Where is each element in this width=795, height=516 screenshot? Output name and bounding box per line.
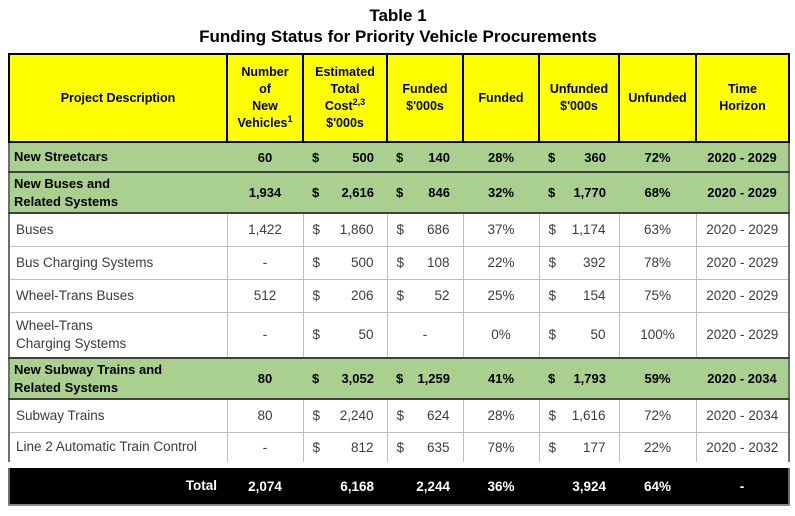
amount: 50 <box>590 327 606 343</box>
funded-amount-cell <box>387 465 463 505</box>
dollar-sign: $ <box>396 439 405 455</box>
project-description-cell <box>9 172 227 213</box>
time-horizon-cell: 2020 - 2029 <box>696 246 789 279</box>
project-description-cell <box>9 213 227 246</box>
project-description-cell <box>9 358 227 399</box>
amount: 846 <box>428 185 450 200</box>
time-horizon-cell: 2020 - 2034 <box>696 399 789 432</box>
column-header-estimated-total-cost <box>303 54 387 142</box>
time-horizon-cell: 2020 - 2029 <box>696 312 789 358</box>
header-line: of <box>259 82 271 96</box>
money-value <box>388 288 463 303</box>
funded-amount-cell <box>387 172 463 213</box>
amount: 3,052 <box>341 371 374 386</box>
project-description-line: Buses <box>16 221 54 237</box>
money-value <box>539 185 619 200</box>
funded-percent-cell: 25% <box>463 279 539 312</box>
project-description-line: Line 2 Automatic Train Control <box>16 439 197 455</box>
column-header-unfunded-pct <box>619 54 696 142</box>
money-value <box>387 185 463 200</box>
header-line: Horizon <box>719 99 766 113</box>
dollar-sign: $ <box>548 288 557 303</box>
project-description-cell <box>9 246 227 279</box>
table-row-new-subway-trains-and <box>9 358 789 399</box>
column-header-unfunded-000s <box>539 54 619 142</box>
money-value <box>304 222 387 237</box>
amount: 392 <box>582 255 606 270</box>
estimated-cost-cell <box>303 279 387 312</box>
header-line: $'000s <box>406 99 444 113</box>
project-description-cell <box>9 399 227 432</box>
header-line: Time <box>728 82 757 96</box>
table-number-title: Table 1 <box>369 6 427 25</box>
unfunded-amount-cell <box>539 279 619 312</box>
project-description-line: New Subway Trains and <box>14 361 163 377</box>
header-line: $'000s <box>560 99 598 113</box>
vehicles-count-cell: 60 <box>227 142 303 172</box>
amount: 1,174 <box>571 222 606 238</box>
time-horizon-cell: 2020 - 2029 <box>696 213 789 246</box>
time-horizon-cell: 2020 - 2029 <box>696 142 789 172</box>
amount: 500 <box>350 255 374 270</box>
unfunded-percent-cell: 68% <box>619 172 696 213</box>
project-description-line: New Streetcars <box>14 149 108 164</box>
vehicles-count-cell: - <box>227 246 303 279</box>
unfunded-amount-cell <box>539 213 619 246</box>
header-line: Cost$^{2,3}$ <box>324 96 366 113</box>
unfunded-amount-cell <box>539 172 619 213</box>
amount: 177 <box>582 439 606 455</box>
dollar-sign: $ <box>548 149 556 165</box>
amount: 1,860 <box>339 222 374 238</box>
funded-amount-cell <box>387 142 463 172</box>
project-description-line: Subway Trains <box>16 407 105 423</box>
unfunded-amount-cell <box>539 399 619 432</box>
funded-percent-cell: 37% <box>463 213 539 246</box>
money-value <box>388 440 463 455</box>
funded-percent-cell: 36% <box>463 465 539 505</box>
money-value <box>387 479 463 494</box>
unfunded-percent-cell: 75% <box>619 279 696 312</box>
money-value <box>540 255 619 270</box>
table-row-new-streetcars <box>9 142 789 172</box>
time-horizon-cell: 2020 - 2029 <box>696 172 789 213</box>
table-main-title: Funding Status for Priority Vehicle Procurements <box>199 27 597 46</box>
column-header-number-of-new-vehicles <box>227 54 303 142</box>
vehicles-count-cell: 80 <box>227 358 303 399</box>
money-value <box>540 440 619 455</box>
header-line: New <box>252 99 278 113</box>
table-row-wheel-trans-buses <box>9 279 789 312</box>
dollar-sign: $ <box>312 149 320 165</box>
dollar-sign: $ <box>312 439 321 455</box>
funded-percent-cell: 32% <box>463 172 539 213</box>
dollar-sign: $ <box>312 288 321 303</box>
money-value <box>304 408 387 423</box>
vehicles-count-cell: - <box>227 432 303 465</box>
header-line: Total <box>330 82 360 96</box>
funded-amount-cell <box>387 213 463 246</box>
funded-amount-cell <box>387 358 463 399</box>
money-value <box>387 150 463 165</box>
vehicles-count-cell: 512 <box>227 279 303 312</box>
dollar-sign: $ <box>396 255 405 270</box>
header-line: Vehicles$^1$ <box>237 113 293 130</box>
amount: 2,240 <box>339 408 374 424</box>
estimated-cost-cell <box>303 465 387 505</box>
table-row-line-2-automatic-train-control <box>9 432 789 465</box>
header-line: Unfunded <box>549 82 609 96</box>
amount: 1,793 <box>573 371 606 386</box>
vehicles-count-cell: 1,422 <box>227 213 303 246</box>
project-description-line: Charging Systems <box>16 335 127 351</box>
column-header-project-description <box>9 54 227 142</box>
funded-amount-cell <box>387 279 463 312</box>
estimated-cost-cell <box>303 432 387 465</box>
funded-percent-cell: 22% <box>463 246 539 279</box>
unfunded-percent-cell: 78% <box>619 246 696 279</box>
amount: 360 <box>584 149 606 165</box>
vehicles-count-cell: 2,074 <box>227 465 303 505</box>
dollar-sign: $ <box>548 408 557 424</box>
money-value <box>304 327 387 342</box>
dollar-sign: $ <box>312 185 320 200</box>
dollar-sign: $ <box>548 185 556 200</box>
money-value <box>303 479 387 494</box>
amount: 2,616 <box>341 185 374 200</box>
table-row-total <box>9 465 789 505</box>
project-description-cell <box>9 465 227 505</box>
money-value <box>540 288 619 303</box>
estimated-cost-cell <box>303 312 387 358</box>
amount: 1,259 <box>417 371 450 386</box>
dollar-sign: $ <box>312 327 321 343</box>
amount: 50 <box>358 327 374 343</box>
project-description-line: Related Systems <box>14 193 119 209</box>
funded-percent-cell: 28% <box>463 399 539 432</box>
project-description-line: Wheel-Trans <box>16 317 93 333</box>
dollar-sign: $ <box>396 288 405 303</box>
dollar-sign: $ <box>548 371 556 386</box>
dollar-sign: $ <box>312 408 321 424</box>
header-line: Project Description <box>60 90 176 105</box>
project-description-line: Related Systems <box>14 379 119 395</box>
table-row-subway-trains <box>9 399 789 432</box>
funded-amount-cell <box>387 246 463 279</box>
money-value <box>388 408 463 423</box>
table-title-block <box>8 5 788 47</box>
amount: 140 <box>428 149 450 165</box>
dollar-sign: $ <box>548 327 557 343</box>
money-value <box>540 408 619 423</box>
table-row-new-buses-and <box>9 172 789 213</box>
footnote-marker: 2,3 <box>352 96 366 107</box>
column-header-time-horizon <box>696 54 789 142</box>
time-horizon-cell: 2020 - 2029 <box>696 279 789 312</box>
table-row-bus-charging-systems <box>9 246 789 279</box>
funded-percent-cell: 28% <box>463 142 539 172</box>
unfunded-amount-cell <box>539 142 619 172</box>
project-description-cell <box>9 142 227 172</box>
money-value <box>304 288 387 303</box>
dollar-sign: $ <box>312 255 321 270</box>
amount: 812 <box>350 439 374 455</box>
amount: 52 <box>434 288 450 303</box>
amount: 500 <box>352 149 374 165</box>
vehicles-count-cell: - <box>227 312 303 358</box>
amount: 635 <box>426 439 450 455</box>
unfunded-percent-cell: 59% <box>619 358 696 399</box>
unfunded-percent-cell: 72% <box>619 142 696 172</box>
amount: 206 <box>350 288 374 303</box>
dollar-sign: $ <box>396 185 404 200</box>
project-description-cell <box>9 432 227 465</box>
unfunded-percent-cell: 72% <box>619 399 696 432</box>
funded-percent-cell: 41% <box>463 358 539 399</box>
unfunded-amount-cell <box>539 246 619 279</box>
dollar-sign: $ <box>396 222 405 238</box>
amount: 154 <box>582 288 606 303</box>
vehicles-count-cell: 80 <box>227 399 303 432</box>
time-horizon-cell: - <box>696 465 789 505</box>
amount: 3,924 <box>572 478 606 494</box>
project-description-line: Wheel-Trans Buses <box>16 287 135 303</box>
vehicles-count-cell: 1,934 <box>227 172 303 213</box>
project-description-cell <box>9 279 227 312</box>
money-value <box>539 479 619 494</box>
footnote-marker: 1 <box>287 113 293 124</box>
unfunded-percent-cell: 22% <box>619 432 696 465</box>
header-line: Funded <box>478 90 524 105</box>
dollar-sign: $ <box>312 371 320 386</box>
unfunded-percent-cell: 64% <box>619 465 696 505</box>
dollar-sign: $ <box>312 222 321 238</box>
unfunded-amount-cell <box>539 432 619 465</box>
table-header-row <box>9 54 789 142</box>
dollar-sign: $ <box>396 149 404 165</box>
funded-amount-cell <box>387 399 463 432</box>
unfunded-percent-cell: 63% <box>619 213 696 246</box>
unfunded-amount-cell <box>539 358 619 399</box>
header-line: Unfunded <box>628 90 687 105</box>
money-value <box>303 371 387 386</box>
money-value <box>304 255 387 270</box>
header-line: Funded <box>402 82 448 96</box>
project-description-line: New Buses and <box>14 175 111 191</box>
unfunded-amount-cell <box>539 312 619 358</box>
money-value <box>387 371 463 386</box>
estimated-cost-cell <box>303 246 387 279</box>
dollar-sign: $ <box>396 408 405 424</box>
time-horizon-cell: 2020 - 2032 <box>696 432 789 465</box>
column-header-funded-000s <box>387 54 463 142</box>
estimated-cost-cell <box>303 142 387 172</box>
amount: 6,168 <box>340 478 374 494</box>
money-value <box>304 440 387 455</box>
project-description-line: Bus Charging Systems <box>16 254 154 270</box>
dollar-sign: $ <box>548 255 557 270</box>
table-row-wheel-trans <box>9 312 789 358</box>
money-value <box>388 222 463 237</box>
amount: 1,616 <box>571 408 606 424</box>
table-row-buses <box>9 213 789 246</box>
money-value <box>303 150 387 165</box>
project-description-line: Total <box>185 478 217 493</box>
money-value <box>539 150 619 165</box>
header-line: $'000s <box>326 116 364 130</box>
project-description-cell <box>9 312 227 358</box>
funding-status-table <box>8 53 790 506</box>
funded-amount-cell <box>387 432 463 465</box>
amount: 686 <box>426 222 450 238</box>
header-line: Number <box>241 65 289 79</box>
amount: 624 <box>426 408 450 424</box>
estimated-cost-cell <box>303 213 387 246</box>
funded-percent-cell: 78% <box>463 432 539 465</box>
estimated-cost-cell <box>303 399 387 432</box>
money-value <box>540 327 619 342</box>
amount: 108 <box>426 255 450 270</box>
estimated-cost-cell <box>303 172 387 213</box>
time-horizon-cell: 2020 - 2034 <box>696 358 789 399</box>
header-line: Estimated <box>315 65 375 79</box>
money-value <box>539 371 619 386</box>
dollar-sign: $ <box>396 371 404 386</box>
funded-amount-cell: - <box>387 312 463 358</box>
unfunded-percent-cell: 100% <box>619 312 696 358</box>
dollar-sign: $ <box>548 439 557 455</box>
amount: 1,770 <box>573 185 606 200</box>
unfunded-amount-cell <box>539 465 619 505</box>
estimated-cost-cell <box>303 358 387 399</box>
money-value <box>388 255 463 270</box>
funded-percent-cell: 0% <box>463 312 539 358</box>
column-header-funded-pct <box>463 54 539 142</box>
money-value <box>540 222 619 237</box>
dollar-sign: $ <box>548 222 557 238</box>
amount: 2,244 <box>416 478 450 494</box>
money-value <box>303 185 387 200</box>
